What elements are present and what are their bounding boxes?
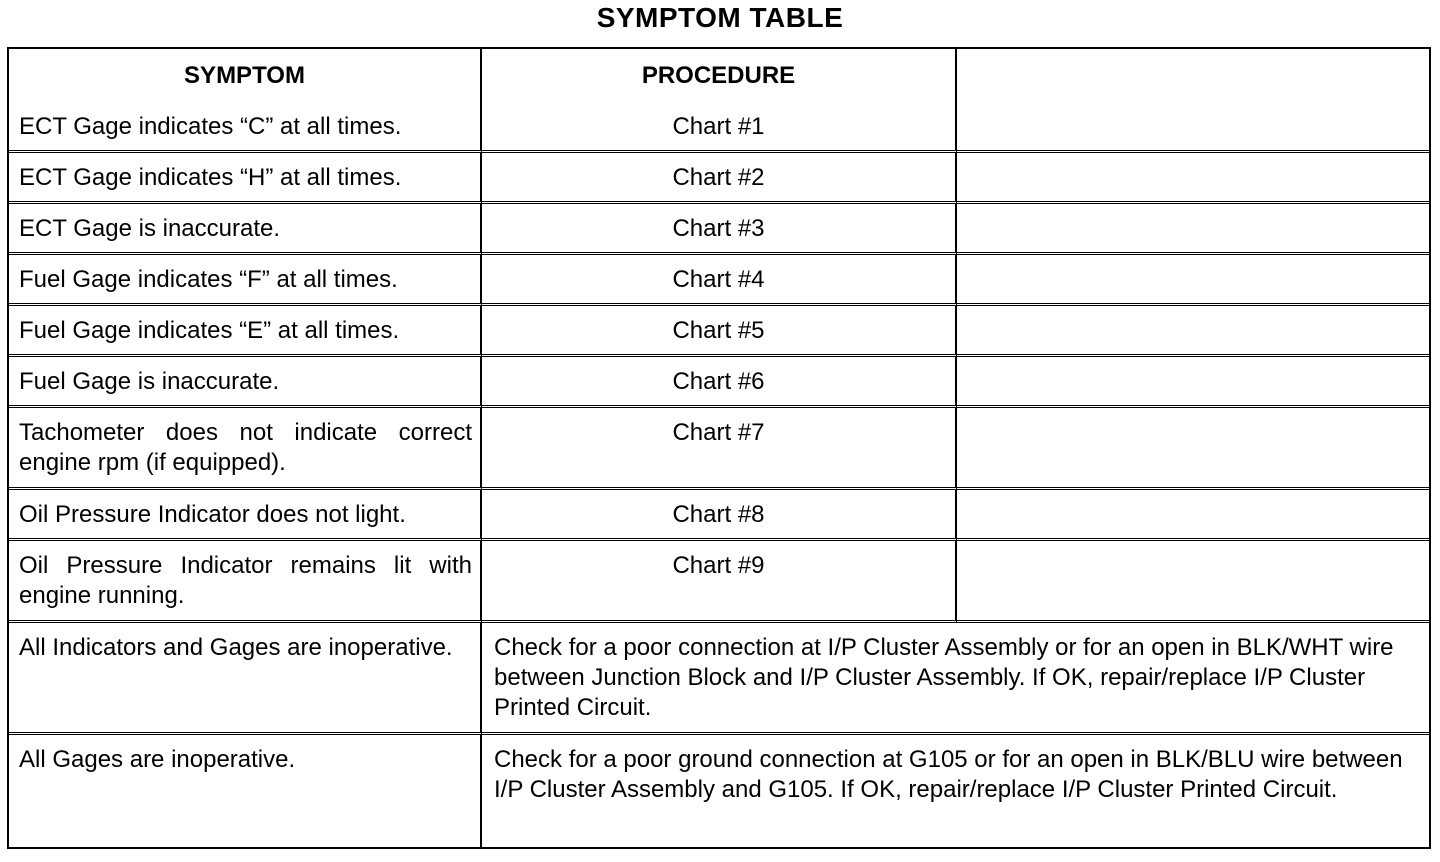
table-row <box>9 735 1429 847</box>
table-row <box>9 408 1429 490</box>
extra-cell <box>957 357 1429 408</box>
symptom-cell: Oil Pressure Indicator remains lit with engine running. <box>9 541 482 623</box>
procedure-cell: Check for a poor connection at I/P Cluster Assembly or for an open in BLK/WHT wire between Junction Block and I/P Cluster Assembly. If OK, repair/replace I/P Cluster Printed Circuit. <box>482 623 1429 735</box>
extra-cell <box>957 102 1429 153</box>
table-row <box>9 541 1429 623</box>
symptom-cell: Fuel Gage is inaccurate. <box>9 357 482 408</box>
extra-cell <box>957 204 1429 255</box>
procedure-cell: Chart #3 <box>482 204 957 255</box>
procedure-cell: Chart #5 <box>482 306 957 357</box>
symptom-cell: ECT Gage indicates “C” at all times. <box>9 102 482 153</box>
extra-cell <box>957 306 1429 357</box>
symptom-cell: All Gages are inoperative. <box>9 735 482 847</box>
column-header-symptom: SYMPTOM <box>9 49 482 102</box>
extra-cell <box>957 541 1429 623</box>
procedure-cell: Check for a poor ground connection at G105 or for an open in BLK/BLU wire between I/P Cluster Assembly and G105. If OK, repair/replace I/P Cluster Printed Circuit. <box>494 746 1403 803</box>
procedure-cell: Chart #9 <box>482 541 957 623</box>
extra-cell <box>957 490 1429 541</box>
procedure-cell: Chart #8 <box>482 490 957 541</box>
table-row <box>9 357 1429 408</box>
table-row <box>9 102 1429 153</box>
extra-cell <box>957 153 1429 204</box>
symptom-cell: Oil Pressure Indicator does not light. <box>9 490 482 541</box>
procedure-cell: Chart #7 <box>482 408 957 490</box>
symptom-cell: Fuel Gage indicates “E” at all times. <box>9 306 482 357</box>
symptom-cell: ECT Gage is inaccurate. <box>9 204 482 255</box>
column-header-extra <box>957 49 1429 102</box>
symptom-cell: Fuel Gage indicates “F” at all times. <box>9 255 482 306</box>
column-header-procedure: PROCEDURE <box>482 49 957 102</box>
procedure-cell: Chart #2 <box>482 153 957 204</box>
extra-cell <box>957 408 1429 490</box>
procedure-cell: Chart #6 <box>482 357 957 408</box>
table-row <box>9 153 1429 204</box>
table-header-row <box>9 49 1429 102</box>
symptom-cell: Tachometer does not indicate correct engine rpm (if equipped). <box>9 408 482 490</box>
procedure-cell: Chart #4 <box>482 255 957 306</box>
table-row <box>9 623 1429 735</box>
symptom-cell: All Indicators and Gages are inoperative. <box>9 623 482 735</box>
table-row <box>9 490 1429 541</box>
table-row <box>9 204 1429 255</box>
symptom-cell: ECT Gage indicates “H” at all times. <box>9 153 482 204</box>
extra-cell <box>957 255 1429 306</box>
table-row <box>9 255 1429 306</box>
table-row <box>9 306 1429 357</box>
page-title: SYMPTOM TABLE <box>596 2 844 33</box>
procedure-cell: Chart #1 <box>482 102 957 153</box>
symptom-table <box>7 47 1431 849</box>
